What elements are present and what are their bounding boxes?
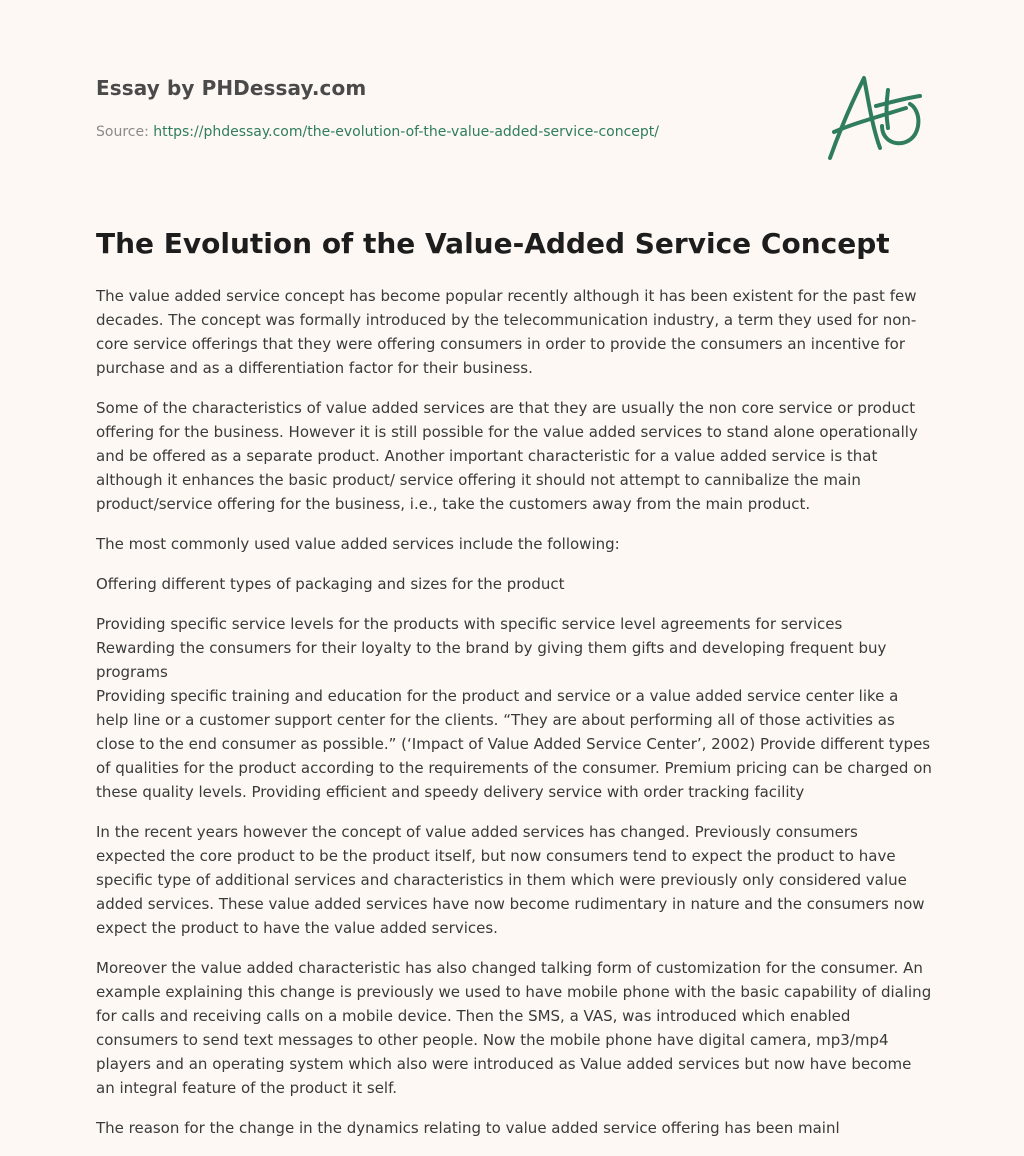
article-paragraph: Moreover the value added characteristic has also changed talking form of customization for the consumer. An example explaining this change is previously we used to have mobile phone with the basic capability of dialing for calls and receiving calls on a mobile device. Then the SMS, a VAS, was introduced which enabled consumers to send text messages to other people. Now the mobile phone have digital camera, mp3/mp4 players and an operating system which also were introduced as Value added services but now have become an integral feature of the product it self. — [96, 959, 932, 1097]
source-link[interactable]: https://phdessay.com/the-evolution-of-the-value-added-service-concept/ — [153, 124, 659, 140]
article-paragraph: In the recent years however the concept of value added services has changed. Previously consumers expected the core product to be the product itself, but now consumers tend to expect the product to have specific type of additional services and characteristics in them which were previously only considered value added services. These value added services have now become rudimentary in nature and the consumers now expect the product to have the value added services. — [96, 823, 925, 937]
site-brand: Essay by PHDessay.com — [96, 76, 367, 100]
source-label: Source: — [96, 124, 149, 140]
a-plus-logo — [822, 68, 926, 164]
article-paragraph: The reason for the change in the dynamics relating to value added service offering has been mainl — [96, 1119, 840, 1137]
article-paragraph: The value added service concept has become popular recently although it has been existent for the past few decades. The concept was formally introduced by the telecommunication industry, a term they used for non-core service offerings that they were offering consumers in order to provide the consumers an incentive for purchase and as a differentiation factor for their business. — [96, 287, 917, 377]
article-paragraph: The most commonly used value added services include the following: — [96, 535, 620, 553]
article-paragraph: Providing specific service levels for the products with specific service level agreements for services Rewarding the consumers for their loyalty to the brand by giving them gifts and developing frequent buy programs Providing specific training and education for the product and service or a value added service center like a help line or a customer support center for the clients. “They are about performing all of those activities as close to the end consumer as possible.” (‘Impact of Value Added Service Center’, 2002) Provide different types of qualities for the product according to the requirements of the consumer. Premium pricing can be charged on these quality levels. Providing efficient and speedy delivery service with order tracking facility — [96, 615, 932, 801]
article-paragraph: Some of the characteristics of value added services are that they are usually the non core service or product offering for the business. However it is still possible for the value added services to stand alone operationally and be offered as a separate product. Another important characteristic for a value added service is that although it enhances the basic product/ service offering it should not attempt to cannibalize the main product/service offering for the business, i.e., take the customers away from the main product. — [96, 399, 918, 513]
source-line — [96, 124, 659, 140]
article-title: The Evolution of the Value-Added Service Concept — [96, 227, 890, 260]
article-paragraph: Offering different types of packaging and sizes for the product — [96, 575, 565, 593]
article-body — [96, 284, 932, 1156]
